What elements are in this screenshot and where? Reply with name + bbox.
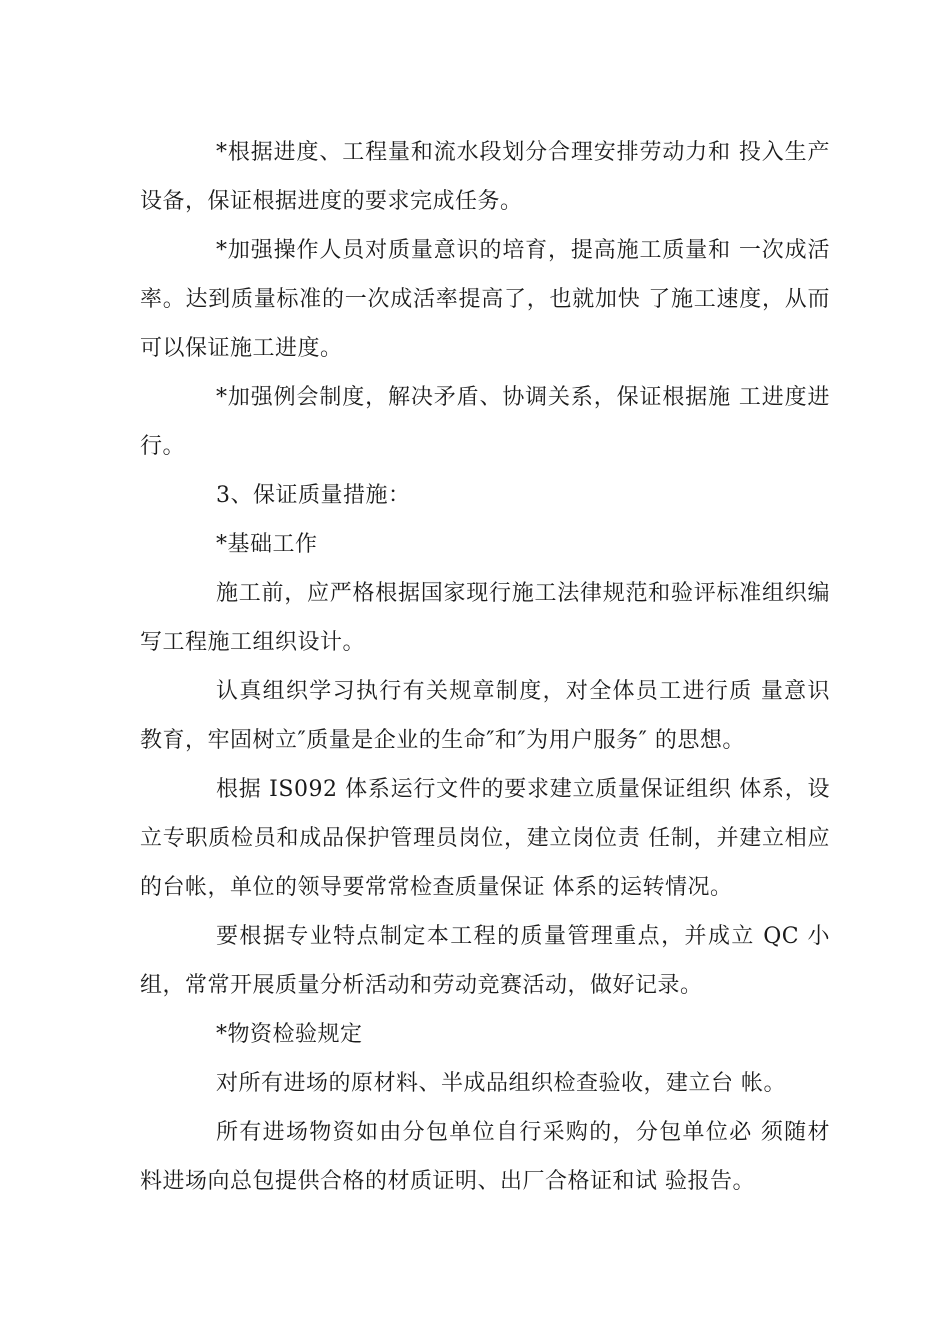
paragraph-meeting-system: *加强例会制度，解决矛盾、协调关系，保证根据施 工进度进行。 <box>140 385 830 459</box>
paragraph-qc-group: 要根据专业特点制定本工程的质量管理重点，并成立 QC 小组，常常开展质量分析活动和劳动竞赛活动，做好记录。 <box>140 924 830 998</box>
document-body <box>140 128 830 1206</box>
paragraph-labor-equipment: *根据进度、工程量和流水段划分合理安排劳动力和 投入生产设备，保证根据进度的要求完成任务。 <box>140 140 830 214</box>
paragraph-incoming-materials: 对所有进场的原材料、半成品组织检查验收，建立台 帐。 <box>216 1071 786 1096</box>
subheading-basic-work: *基础工作 <box>216 532 318 557</box>
paragraph-construction-design: 施工前，应严格根据国家现行施工法律规范和验评标准组织编写工程施工组织设计。 <box>140 581 830 655</box>
paragraph-iso-system: 根据 IS092 体系运行文件的要求建立质量保证组织 体系，设立专职质检员和成品保护管理员岗位，建立岗位责 任制，并建立相应的台帐，单位的领导要常常检查质量保证 体系的运转情况。 <box>140 777 830 900</box>
paragraph-subcontractor-certificates: 所有进场物资如由分包单位自行采购的，分包单位必 须随材料进场向总包提供合格的材质证明、出厂合格证和试 验报告。 <box>140 1120 830 1194</box>
section-heading-quality-measures: 3、保证质量措施： <box>216 483 411 508</box>
subheading-material-inspection: *物资检验规定 <box>216 1022 363 1047</box>
paragraph-quality-awareness: *加强操作人员对质量意识的培育，提高施工质量和 一次成活率。达到质量标准的一次成活率提高了，也就加快 了施工速度，从而可以保证施工进度。 <box>140 238 830 361</box>
paragraph-regulations-education: 认真组织学习执行有关规章制度，对全体员工进行质 量意识教育，牢固树立″质量是企业的生命″和″为用户服务″ 的思想。 <box>140 679 830 753</box>
